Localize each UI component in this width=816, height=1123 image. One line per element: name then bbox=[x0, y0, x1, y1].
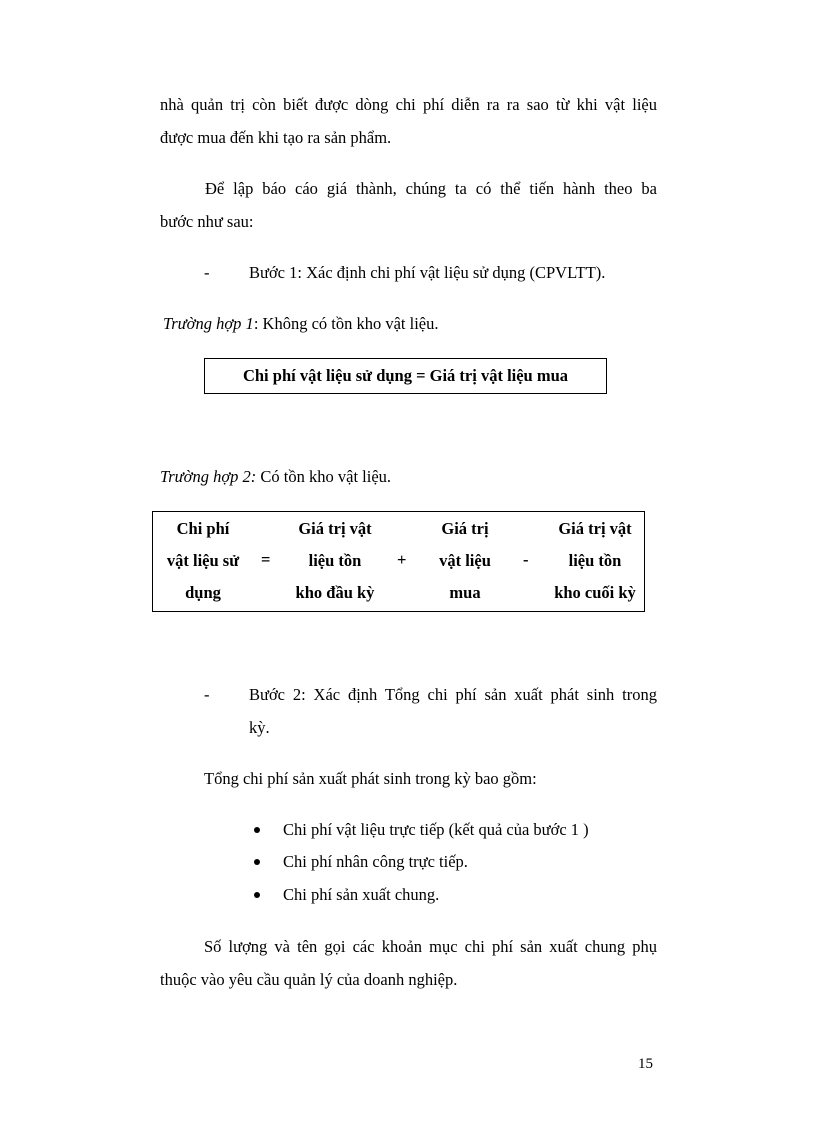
paragraph-line: được mua đến khi tạo ra sản phẩm. bbox=[160, 128, 392, 147]
formula-term-line: vật liệu sử bbox=[166, 551, 240, 570]
total-intro: Tổng chi phí sản xuất phát sinh trong kỳ bao gồm: bbox=[204, 769, 537, 788]
formula-term-line: liệu tồn bbox=[308, 551, 362, 570]
case-2-text: Có tồn kho vật liệu. bbox=[256, 467, 392, 486]
formula-term-line: mua bbox=[449, 583, 481, 602]
formula-2-minus: - bbox=[523, 550, 529, 569]
case-2-label: Trường hợp 2: bbox=[160, 467, 257, 486]
formula-term-line: kho đầu kỳ bbox=[295, 583, 375, 602]
bullet-icon bbox=[254, 859, 260, 865]
formula-term-line: liệu tồn bbox=[568, 551, 622, 570]
formula-1-text: Chi phí vật liệu sử dụng = Giá trị vật liệu mua bbox=[242, 366, 569, 385]
step-dash: - bbox=[204, 263, 210, 282]
case-1-label: Trường hợp 1 bbox=[163, 314, 254, 333]
formula-box-2 bbox=[152, 511, 645, 612]
case-1-text: : Không có tồn kho vật liệu. bbox=[253, 314, 439, 333]
list-item: Chi phí sản xuất chung. bbox=[283, 885, 440, 904]
paragraph-line: thuộc vào yêu cầu quản lý của doanh nghiệp. bbox=[160, 970, 458, 989]
formula-2-equals: = bbox=[261, 550, 271, 569]
case-2-heading bbox=[160, 467, 391, 487]
step-dash: - bbox=[204, 685, 210, 704]
paragraph-line: Để lập báo cáo giá thành, chúng ta có thể tiến hành theo ba bbox=[205, 179, 657, 198]
formula-term-line: Giá trị bbox=[441, 519, 489, 538]
case-1-heading bbox=[163, 314, 439, 334]
bullet-icon bbox=[254, 892, 260, 898]
formula-term-line: dụng bbox=[185, 583, 221, 602]
paragraph-line: Số lượng và tên gọi các khoản mục chi phí sản xuất chung phụ bbox=[204, 937, 657, 956]
formula-2-plus: + bbox=[397, 550, 407, 569]
formula-box-1 bbox=[204, 358, 607, 394]
step-2-text-line: kỳ. bbox=[249, 718, 270, 737]
list-item: Chi phí vật liệu trực tiếp (kết quả của bước 1 ) bbox=[283, 820, 589, 839]
formula-term-line: Giá trị vật bbox=[558, 519, 632, 538]
bullet-icon bbox=[254, 827, 260, 833]
formula-term-line: Giá trị vật bbox=[298, 519, 372, 538]
formula-2-term-2 bbox=[283, 514, 387, 610]
formula-term-line: kho cuối kỳ bbox=[554, 583, 636, 602]
page-number: 15 bbox=[638, 1056, 653, 1072]
paragraph-line: nhà quản trị còn biết được dòng chi phí diễn ra ra sao từ khi vật liệu bbox=[160, 95, 657, 114]
formula-2-term-1 bbox=[153, 514, 253, 610]
step-2-text-line: Bước 2: Xác định Tổng chi phí sản xuất phát sinh trong bbox=[249, 685, 657, 704]
list-item: Chi phí nhân công trực tiếp. bbox=[283, 852, 468, 871]
step-1-text: Bước 1: Xác định chi phí vật liệu sử dụng (CPVLTT). bbox=[249, 263, 606, 282]
paragraph-line: bước như sau: bbox=[160, 212, 254, 231]
formula-2-term-3 bbox=[423, 514, 507, 610]
formula-term-line: vật liệu bbox=[439, 551, 491, 570]
formula-2-term-4 bbox=[545, 514, 645, 610]
formula-term-line: Chi phí bbox=[176, 519, 230, 538]
